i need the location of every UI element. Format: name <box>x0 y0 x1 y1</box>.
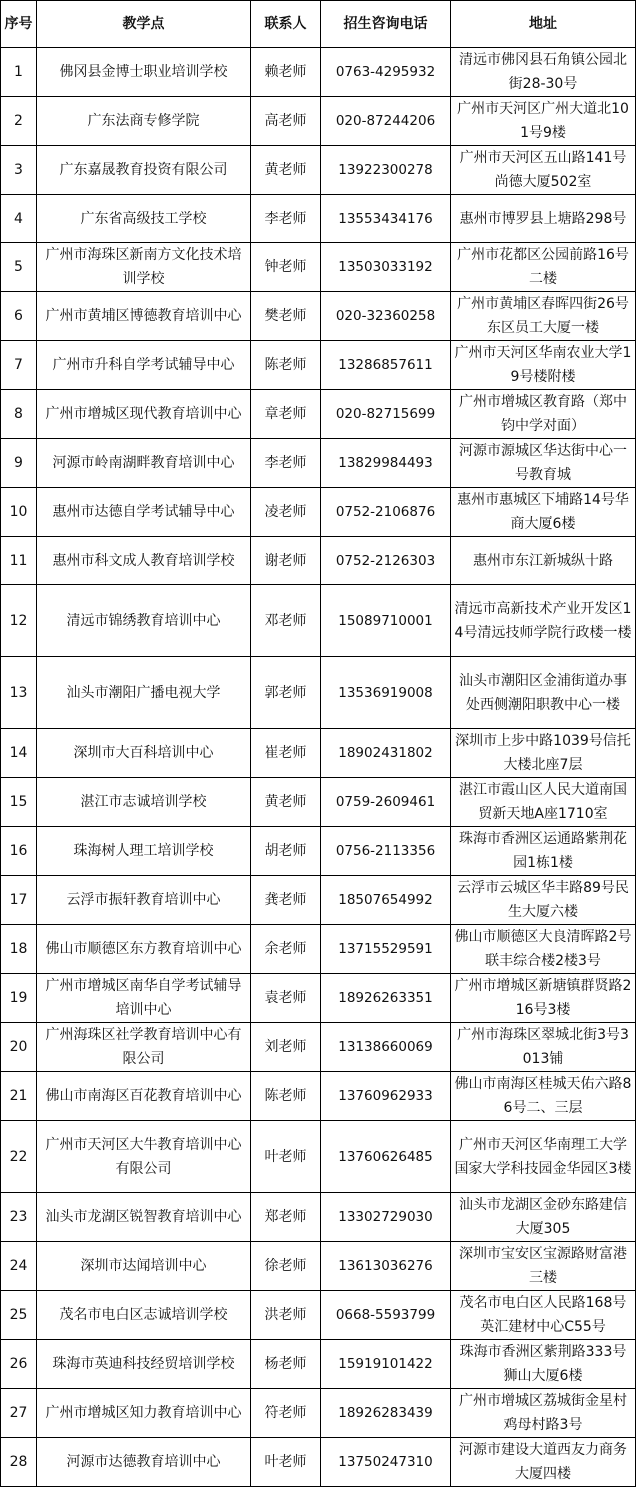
row-school: 深圳市达闻培训中心 <box>37 1242 251 1291</box>
row-school: 茂名市电白区志诚培训学校 <box>37 1291 251 1340</box>
row-school: 珠海树人理工培训学校 <box>37 827 251 876</box>
row-address: 汕头市龙湖区金砂东路建信大厦305 <box>451 1193 636 1242</box>
row-school: 汕头市潮阳广播电视大学 <box>37 657 251 729</box>
row-no: 25 <box>1 1291 37 1340</box>
row-no: 11 <box>1 537 37 585</box>
row-contact: 邓老师 <box>251 585 321 657</box>
table-row <box>1 1438 636 1487</box>
header-school: 教学点 <box>37 1 251 48</box>
row-no: 4 <box>1 195 37 243</box>
row-no: 21 <box>1 1072 37 1121</box>
header-address: 地址 <box>451 1 636 48</box>
row-contact: 李老师 <box>251 439 321 488</box>
row-school: 湛江市志诚培训学校 <box>37 778 251 827</box>
row-school: 广州市升科自学考试辅导中心 <box>37 341 251 390</box>
row-contact: 高老师 <box>251 97 321 146</box>
table-row <box>1 1242 636 1291</box>
row-no: 24 <box>1 1242 37 1291</box>
row-no: 8 <box>1 390 37 439</box>
table-row <box>1 925 636 974</box>
row-no: 6 <box>1 292 37 341</box>
row-contact: 黄老师 <box>251 778 321 827</box>
row-no: 23 <box>1 1193 37 1242</box>
row-school: 广州市增城区南华自学考试辅导培训中心 <box>37 974 251 1023</box>
row-contact: 崔老师 <box>251 729 321 778</box>
row-phone: 13922300278 <box>321 146 451 195</box>
row-phone: 020-87244206 <box>321 97 451 146</box>
table-row <box>1 1121 636 1193</box>
row-contact: 黄老师 <box>251 146 321 195</box>
row-no: 1 <box>1 48 37 97</box>
row-school: 广州市增城区知力教育培训中心 <box>37 1389 251 1438</box>
row-address: 广州市天河区华南理工大学国家大学科技园金华园区3楼 <box>451 1121 636 1193</box>
row-address: 清远市高新技术产业开发区14号清远技师学院行政楼一楼 <box>451 585 636 657</box>
row-school: 广东法商专修学院 <box>37 97 251 146</box>
row-address: 清远市佛冈县石角镇公园北街28-30号 <box>451 48 636 97</box>
row-contact: 叶老师 <box>251 1438 321 1487</box>
row-school: 河源市达德教育培训中心 <box>37 1438 251 1487</box>
row-school: 广东嘉晟教育投资有限公司 <box>37 146 251 195</box>
row-phone: 13613036276 <box>321 1242 451 1291</box>
row-contact: 袁老师 <box>251 974 321 1023</box>
row-no: 16 <box>1 827 37 876</box>
row-no: 14 <box>1 729 37 778</box>
row-no: 12 <box>1 585 37 657</box>
header-row <box>1 1 636 48</box>
row-phone: 13750247310 <box>321 1438 451 1487</box>
row-school: 广州市天河区大牛教育培训中心有限公司 <box>37 1121 251 1193</box>
row-school: 珠海市英迪科技经贸培训学校 <box>37 1340 251 1389</box>
table-row <box>1 1291 636 1340</box>
row-phone: 15919101422 <box>321 1340 451 1389</box>
row-school: 佛山市顺德区东方教育培训中心 <box>37 925 251 974</box>
table-row <box>1 585 636 657</box>
header-contact: 联系人 <box>251 1 321 48</box>
row-phone: 13760962933 <box>321 1072 451 1121</box>
row-no: 10 <box>1 488 37 537</box>
table-row <box>1 1340 636 1389</box>
row-address: 珠海市香洲区紫荆路333号狮山大厦6楼 <box>451 1340 636 1389</box>
row-phone: 13138660069 <box>321 1023 451 1072</box>
row-contact: 郑老师 <box>251 1193 321 1242</box>
row-school: 惠州市达德自学考试辅导中心 <box>37 488 251 537</box>
row-address: 广州市黄埔区春晖四街26号东区员工大厦一楼 <box>451 292 636 341</box>
row-phone: 18926283439 <box>321 1389 451 1438</box>
row-phone: 18507654992 <box>321 876 451 925</box>
row-no: 5 <box>1 243 37 292</box>
table-row <box>1 1023 636 1072</box>
row-address: 广州市增城区新塘镇群贤路216号3楼 <box>451 974 636 1023</box>
table-row <box>1 974 636 1023</box>
row-contact: 洪老师 <box>251 1291 321 1340</box>
table-row <box>1 195 636 243</box>
row-no: 18 <box>1 925 37 974</box>
row-phone: 13536919008 <box>321 657 451 729</box>
table-row <box>1 97 636 146</box>
row-contact: 李老师 <box>251 195 321 243</box>
row-no: 9 <box>1 439 37 488</box>
row-school: 河源市岭南湖畔教育培训中心 <box>37 439 251 488</box>
row-address: 河源市建设大道西友力商务大厦四楼 <box>451 1438 636 1487</box>
row-no: 19 <box>1 974 37 1023</box>
table-row <box>1 243 636 292</box>
row-phone: 15089710001 <box>321 585 451 657</box>
row-no: 13 <box>1 657 37 729</box>
row-contact: 郭老师 <box>251 657 321 729</box>
row-address: 佛山市南海区桂城天佑六路86号二、三层 <box>451 1072 636 1121</box>
row-school: 惠州市科文成人教育培训学校 <box>37 537 251 585</box>
row-address: 广州市增城区荔城街金星村鸡母村路3号 <box>451 1389 636 1438</box>
row-school: 广州市增城区现代教育培训中心 <box>37 390 251 439</box>
row-address: 深圳市上步中路1039号信托大楼北座7层 <box>451 729 636 778</box>
row-address: 广州市海珠区翠城北街3号3013铺 <box>451 1023 636 1072</box>
row-school: 佛冈县金博士职业培训学校 <box>37 48 251 97</box>
row-phone: 0763-4295932 <box>321 48 451 97</box>
row-contact: 章老师 <box>251 390 321 439</box>
row-school: 佛山市南海区百花教育培训中心 <box>37 1072 251 1121</box>
row-no: 2 <box>1 97 37 146</box>
row-contact: 徐老师 <box>251 1242 321 1291</box>
row-phone: 0759-2609461 <box>321 778 451 827</box>
row-contact: 谢老师 <box>251 537 321 585</box>
row-phone: 18926263351 <box>321 974 451 1023</box>
row-contact: 樊老师 <box>251 292 321 341</box>
row-phone: 0756-2113356 <box>321 827 451 876</box>
table-row <box>1 1193 636 1242</box>
row-phone: 18902431802 <box>321 729 451 778</box>
row-no: 15 <box>1 778 37 827</box>
row-no: 7 <box>1 341 37 390</box>
row-phone: 13760626485 <box>321 1121 451 1193</box>
header-no: 序号 <box>1 1 37 48</box>
row-no: 20 <box>1 1023 37 1072</box>
table-row <box>1 1389 636 1438</box>
row-address: 惠州市惠城区下埔路14号华商大厦6楼 <box>451 488 636 537</box>
row-contact: 陈老师 <box>251 341 321 390</box>
row-contact: 钟老师 <box>251 243 321 292</box>
row-address: 湛江市霞山区人民大道南国贸新天地A座1710室 <box>451 778 636 827</box>
table-row <box>1 827 636 876</box>
row-contact: 胡老师 <box>251 827 321 876</box>
table-row <box>1 146 636 195</box>
row-address: 深圳市宝安区宝源路财富港三楼 <box>451 1242 636 1291</box>
table-row <box>1 729 636 778</box>
table-row <box>1 657 636 729</box>
table-row <box>1 48 636 97</box>
row-school: 深圳市大百科培训中心 <box>37 729 251 778</box>
header-phone: 招生咨询电话 <box>321 1 451 48</box>
row-address: 广州市花都区公园前路16号二楼 <box>451 243 636 292</box>
row-contact: 龚老师 <box>251 876 321 925</box>
row-phone: 0668-5593799 <box>321 1291 451 1340</box>
table-row <box>1 1072 636 1121</box>
row-address: 云浮市云城区华丰路89号民生大厦六楼 <box>451 876 636 925</box>
row-address: 佛山市顺德区大良清晖路2号联丰综合楼2楼3号 <box>451 925 636 974</box>
row-contact: 凌老师 <box>251 488 321 537</box>
row-contact: 赖老师 <box>251 48 321 97</box>
row-phone: 13715529591 <box>321 925 451 974</box>
row-phone: 13553434176 <box>321 195 451 243</box>
row-address: 惠州市东江新城纵十路 <box>451 537 636 585</box>
row-address: 汕头市潮阳区金浦街道办事处西侧潮阳职教中心一楼 <box>451 657 636 729</box>
row-school: 广州海珠区社学教育培训中心有限公司 <box>37 1023 251 1072</box>
row-school: 云浮市振轩教育培训中心 <box>37 876 251 925</box>
table-row <box>1 292 636 341</box>
row-phone: 020-32360258 <box>321 292 451 341</box>
table-row <box>1 488 636 537</box>
row-phone: 13503033192 <box>321 243 451 292</box>
row-no: 28 <box>1 1438 37 1487</box>
row-contact: 杨老师 <box>251 1340 321 1389</box>
row-phone: 0752-2126303 <box>321 537 451 585</box>
table-row <box>1 876 636 925</box>
row-no: 26 <box>1 1340 37 1389</box>
row-phone: 0752-2106876 <box>321 488 451 537</box>
row-contact: 陈老师 <box>251 1072 321 1121</box>
row-address: 茂名市电白区人民路168号英汇建材中心C55号 <box>451 1291 636 1340</box>
row-address: 广州市天河区广州大道北101号9楼 <box>451 97 636 146</box>
row-phone: 13302729030 <box>321 1193 451 1242</box>
table-row <box>1 778 636 827</box>
table-row <box>1 537 636 585</box>
row-address: 珠海市香洲区运通路紫荆花园1栋1楼 <box>451 827 636 876</box>
row-school: 广州市黄埔区博德教育培训中心 <box>37 292 251 341</box>
row-address: 惠州市博罗县上塘路298号 <box>451 195 636 243</box>
table-row <box>1 439 636 488</box>
row-phone: 020-82715699 <box>321 390 451 439</box>
row-contact: 余老师 <box>251 925 321 974</box>
row-phone: 13286857611 <box>321 341 451 390</box>
row-contact: 符老师 <box>251 1389 321 1438</box>
table-row <box>1 341 636 390</box>
row-no: 17 <box>1 876 37 925</box>
row-contact: 刘老师 <box>251 1023 321 1072</box>
row-phone: 13829984493 <box>321 439 451 488</box>
row-school: 广东省高级技工学校 <box>37 195 251 243</box>
row-address: 广州市增城区教育路（郑中钧中学对面） <box>451 390 636 439</box>
row-no: 3 <box>1 146 37 195</box>
row-school: 广州市海珠区新南方文化技术培训学校 <box>37 243 251 292</box>
row-address: 河源市源城区华达街中心一号教育城 <box>451 439 636 488</box>
row-no: 27 <box>1 1389 37 1438</box>
row-address: 广州市天河区华南农业大学19号楼附楼 <box>451 341 636 390</box>
row-school: 汕头市龙湖区锐智教育培训中心 <box>37 1193 251 1242</box>
row-school: 清远市锦绣教育培训中心 <box>37 585 251 657</box>
row-contact: 叶老师 <box>251 1121 321 1193</box>
row-no: 22 <box>1 1121 37 1193</box>
row-address: 广州市天河区五山路141号尚德大厦502室 <box>451 146 636 195</box>
table-row <box>1 390 636 439</box>
